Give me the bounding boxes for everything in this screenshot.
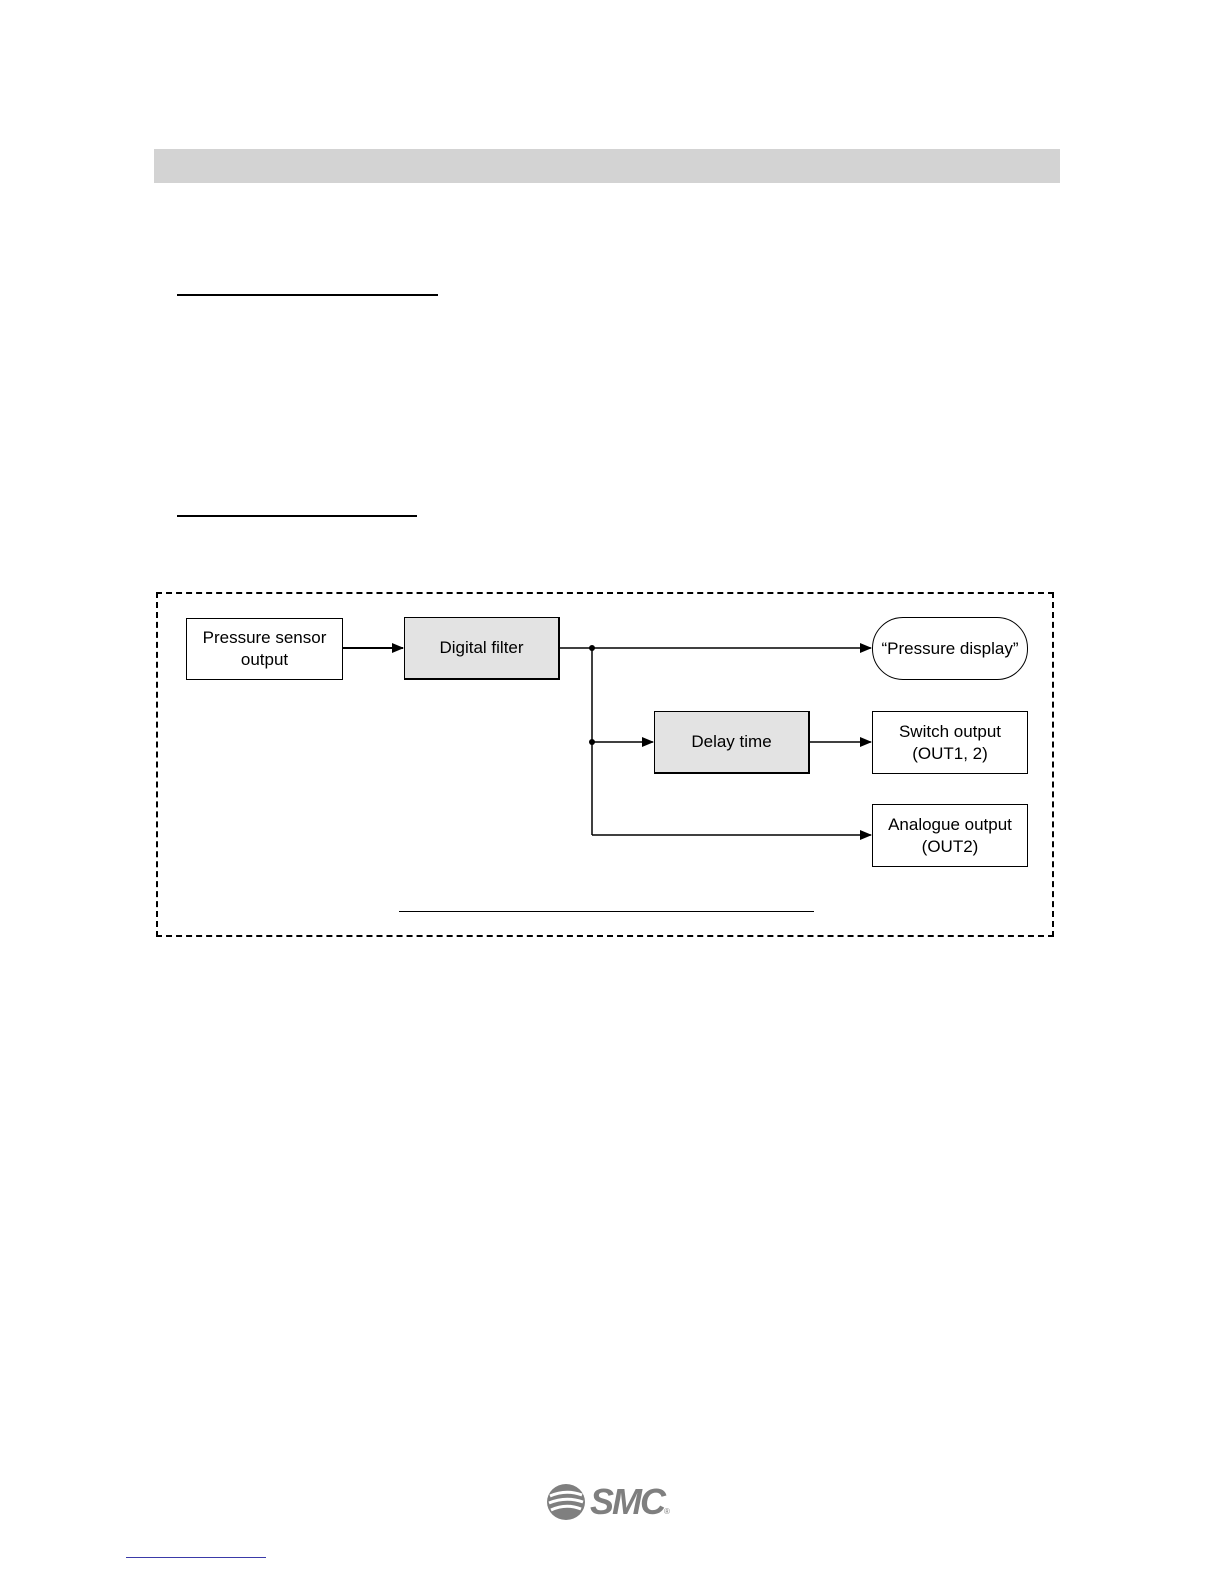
node-digital-filter: Digital filter (404, 617, 560, 680)
registered-mark: ® (664, 1507, 670, 1516)
node-pressure-display: “Pressure display” (872, 617, 1028, 680)
junction-dot-display (589, 645, 595, 651)
node-switch-output: Switch output (OUT1, 2) (872, 711, 1028, 774)
node-delay-time: Delay time (654, 711, 810, 774)
junction-dot-delay (589, 739, 595, 745)
caption-underline (399, 911, 814, 912)
node-analogue-output: Analogue output (OUT2) (872, 804, 1028, 867)
smc-logo (546, 1482, 670, 1522)
footer-link-underline[interactable] (126, 1557, 266, 1558)
node-pressure-sensor-output: Pressure sensor output (186, 618, 343, 680)
smc-logo-icon (546, 1483, 586, 1521)
smc-logo-text: SMC (590, 1481, 664, 1522)
